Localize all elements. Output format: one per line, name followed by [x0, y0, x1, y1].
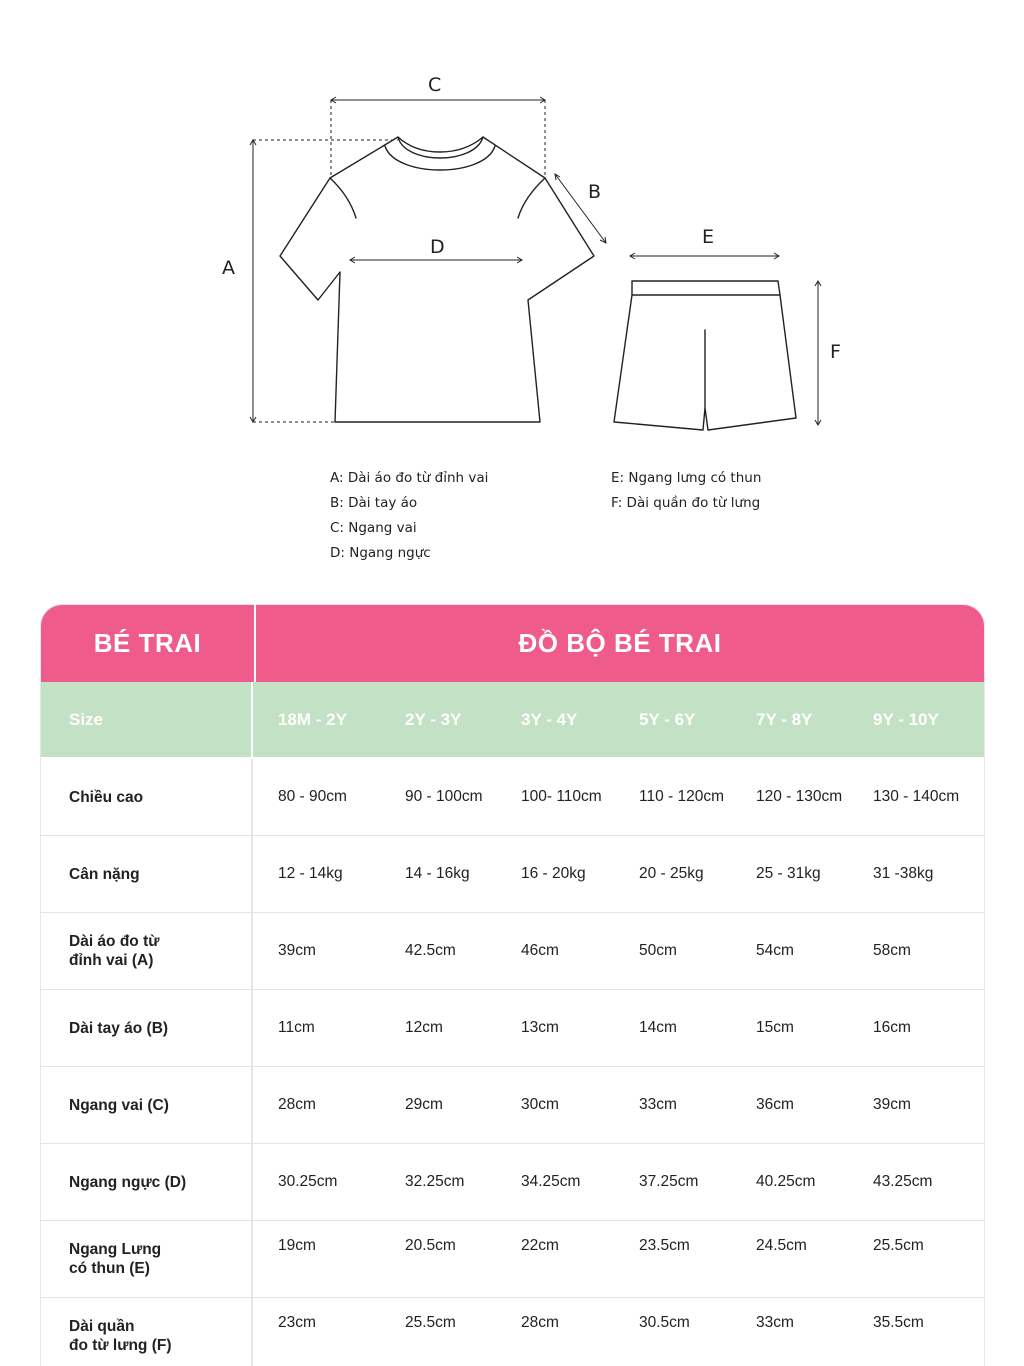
table-cell: 23.5cm	[639, 1237, 690, 1254]
row-label: Dài quần đo từ lưng (F)	[41, 1298, 253, 1366]
legend-top	[330, 466, 488, 566]
tshirt-collar-inner	[398, 137, 483, 158]
table-cell: 28cm	[521, 1314, 559, 1331]
table-row-waist-width	[41, 1221, 984, 1298]
legend-item: A: Dài áo đo từ đỉnh vai	[330, 470, 489, 486]
table-cell: 14 - 16kg	[405, 865, 470, 882]
table-cell: 34.25cm	[521, 1173, 581, 1190]
table-cell: 19cm	[278, 1237, 316, 1254]
table-cell: 50cm	[639, 942, 677, 959]
row-label: Ngang ngực (D)	[41, 1144, 253, 1220]
dimension-label-c: C	[428, 74, 442, 96]
table-cell: 22cm	[521, 1237, 559, 1254]
size-header-cell: 9Y - 10Y	[873, 709, 939, 729]
row-label: Dài tay áo (B)	[41, 990, 253, 1066]
tshirt-outline	[280, 137, 594, 422]
table-row-chest-width	[41, 1144, 984, 1221]
table-row-sleeve-length	[41, 990, 984, 1067]
table-cell: 33cm	[756, 1314, 794, 1331]
dimension-label-f: F	[830, 341, 841, 363]
row-label: Chiều cao	[41, 759, 253, 835]
table-cell: 43.25cm	[873, 1173, 933, 1190]
legend-item: F: Dài quần đo từ lưng	[611, 495, 761, 511]
dimension-label-a: A	[222, 257, 235, 279]
garment-illustration	[0, 0, 1024, 600]
table-cell: 42.5cm	[405, 942, 456, 959]
table-cell: 46cm	[521, 942, 559, 959]
table-cell: 28cm	[278, 1096, 316, 1113]
dimension-label-d: D	[430, 236, 445, 258]
table-cell: 54cm	[756, 942, 794, 959]
dimension-label-b: B	[588, 181, 602, 203]
table-cell: 30.25cm	[278, 1173, 338, 1190]
row-label: Ngang Lưng có thun (E)	[41, 1221, 253, 1297]
category-title: BÉ TRAI	[41, 605, 256, 682]
size-row	[41, 682, 984, 759]
table-cell: 39cm	[873, 1096, 911, 1113]
size-header-cell: 18M - 2Y	[278, 709, 347, 729]
table-cell: 130 - 140cm	[873, 788, 960, 805]
table-row-height	[41, 759, 984, 836]
table-cell: 13cm	[521, 1019, 559, 1036]
table-cell: 25.5cm	[405, 1314, 456, 1331]
table-cell: 30cm	[521, 1096, 559, 1113]
table-cell: 37.25cm	[639, 1173, 699, 1190]
table-cell: 110 - 120cm	[639, 788, 725, 805]
table-cell: 31 -38kg	[873, 865, 934, 882]
table-cell: 25.5cm	[873, 1237, 924, 1254]
table-cell: 30.5cm	[639, 1314, 690, 1331]
table-row-shirt-length	[41, 913, 984, 990]
size-header-cell: 3Y - 4Y	[521, 709, 578, 729]
table-cell: 39cm	[278, 942, 316, 959]
size-header-cell: 7Y - 8Y	[756, 709, 813, 729]
table-cell: 80 - 90cm	[278, 788, 347, 805]
table-cell: 16 - 20kg	[521, 865, 586, 882]
table-cell: 12cm	[405, 1019, 443, 1036]
table-cell: 24.5cm	[756, 1237, 807, 1254]
legend-item: B: Dài tay áo	[330, 495, 418, 511]
measurement-diagram	[0, 0, 1024, 600]
legend-bottom	[611, 466, 761, 516]
size-header-cell: 2Y - 3Y	[405, 709, 462, 729]
table-cell: 25 - 31kg	[756, 865, 821, 882]
table-cell: 20 - 25kg	[639, 865, 704, 882]
table-cell: 36cm	[756, 1096, 794, 1113]
table-cell: 11cm	[278, 1019, 315, 1036]
table-cell: 20.5cm	[405, 1237, 456, 1254]
table-cell: 14cm	[639, 1019, 677, 1036]
legend-item: C: Ngang vai	[330, 520, 417, 536]
table-cell: 40.25cm	[756, 1173, 816, 1190]
table-header	[41, 605, 984, 682]
table-cell: 33cm	[639, 1096, 677, 1113]
table-cell: 16cm	[873, 1019, 911, 1036]
table-cell: 58cm	[873, 942, 911, 959]
legend-item: E: Ngang lưng có thun	[611, 470, 762, 486]
table-title: ĐỒ BỘ BÉ TRAI	[518, 628, 722, 658]
table-cell: 15cm	[756, 1019, 794, 1036]
legend-item: D: Ngang ngực	[330, 545, 431, 561]
tshirt-sleeve-seam-right	[518, 178, 545, 218]
size-row-label: Size	[41, 682, 253, 757]
table-cell: 23cm	[278, 1314, 316, 1331]
row-label: Dài áo đo từ đỉnh vai (A)	[41, 913, 253, 989]
dimension-label-e: E	[702, 226, 715, 248]
table-cell: 12 - 14kg	[278, 865, 343, 882]
row-label: Cân nặng	[41, 836, 253, 912]
size-chart-table	[40, 604, 985, 1366]
size-cells	[253, 682, 984, 757]
table-cell: 29cm	[405, 1096, 443, 1113]
table-cell: 100- 110cm	[521, 788, 602, 805]
row-label: Ngang vai (C)	[41, 1067, 253, 1143]
table-cell: 120 - 130cm	[756, 788, 843, 805]
table-row-weight	[41, 836, 984, 913]
table-row-shoulder-width	[41, 1067, 984, 1144]
table-cell: 90 - 100cm	[405, 788, 483, 805]
tshirt-sleeve-seam-left	[330, 178, 356, 218]
table-row-shorts-length	[41, 1298, 984, 1366]
table-cell: 32.25cm	[405, 1173, 465, 1190]
size-header-cell: 5Y - 6Y	[639, 709, 696, 729]
table-cell: 35.5cm	[873, 1314, 924, 1331]
